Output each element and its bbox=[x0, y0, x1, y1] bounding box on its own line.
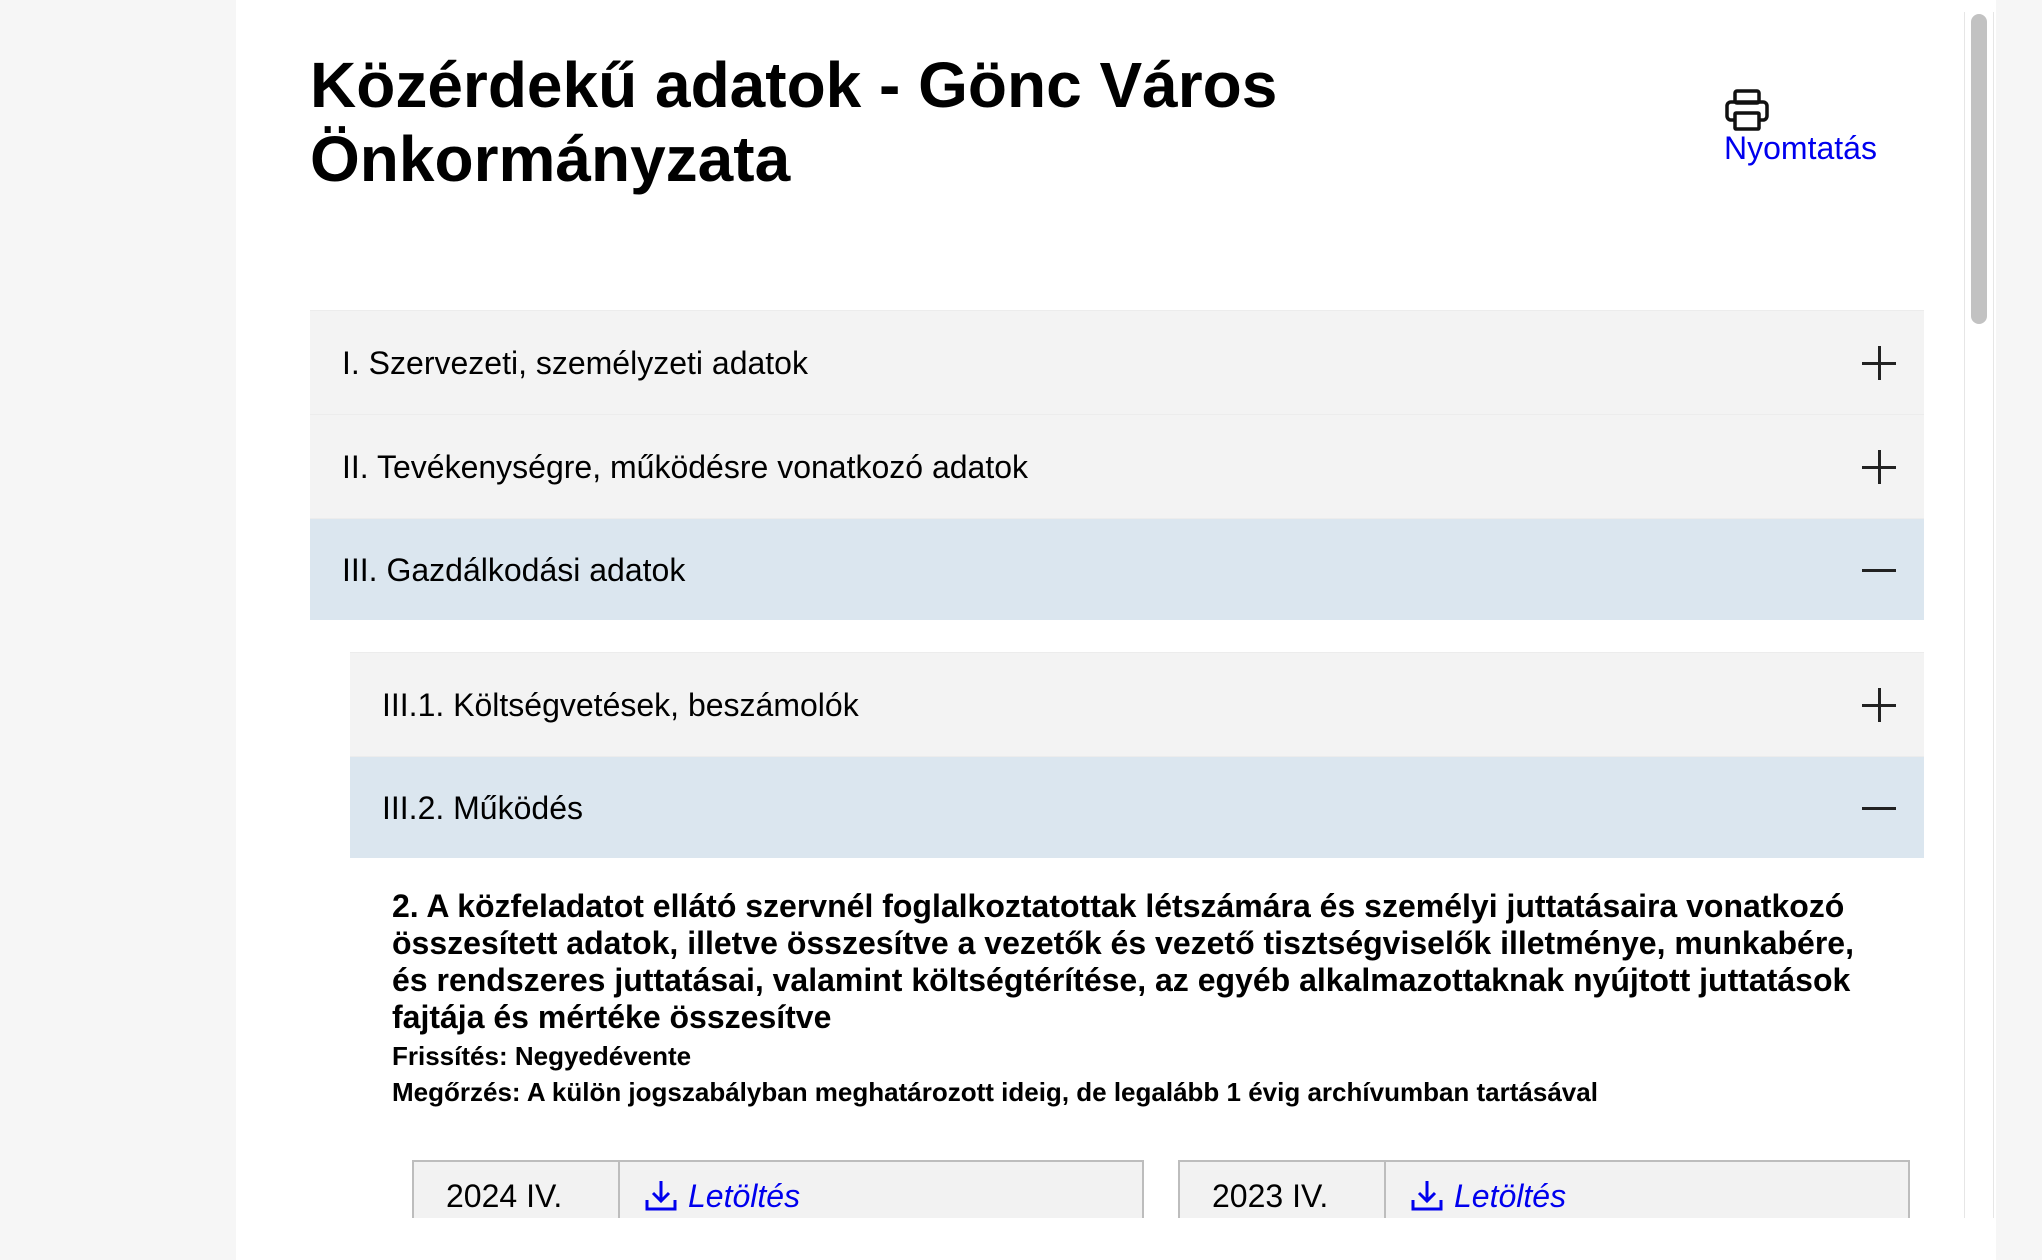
accordion-label: III.1. Költségvetések, beszámolók bbox=[382, 687, 859, 723]
accordion-item-organizational-data[interactable] bbox=[310, 310, 1924, 414]
accordion-label: III.2. Működés bbox=[382, 790, 583, 826]
print-label: Nyomtatás bbox=[1724, 130, 1877, 166]
file-period: 2024 IV. bbox=[414, 1162, 620, 1218]
file-period: 2023 IV. bbox=[1180, 1162, 1386, 1218]
section-heading: 2. A közfeladatot ellátó szervnél foglalkoztatottak létszámára és személyi juttatásaira vonatkozó összesített adatok, illetve összesítve a vezetők és vezető tisztségviselők illetménye, munkabére, és rendszeres juttatásai, valamint költségtérítése, az egyéb alkalmazottaknak nyújtott juttatások fajtája és mértéke összesítve bbox=[392, 888, 1854, 1035]
accordion-item-budgets-reports[interactable] bbox=[350, 652, 1924, 756]
plus-icon[interactable] bbox=[1862, 346, 1896, 380]
accordion-item-operation[interactable] bbox=[350, 756, 1924, 858]
download-label: Letöltés bbox=[688, 1178, 801, 1214]
download-icon bbox=[644, 1178, 678, 1212]
download-icon bbox=[1410, 1178, 1444, 1212]
accordion-label: III. Gazdálkodási adatok bbox=[342, 552, 686, 588]
download-label: Letöltés bbox=[1454, 1178, 1567, 1214]
retention-period: Megőrzés: A külön jogszabályban meghatározott ideig, de legalább 1 évig archívumban tartásával bbox=[392, 1077, 1598, 1107]
plus-icon[interactable] bbox=[1862, 450, 1896, 484]
minus-icon[interactable] bbox=[1862, 553, 1896, 587]
update-frequency: Frissítés: Negyedévente bbox=[392, 1041, 692, 1071]
viewport-bottom-strip bbox=[236, 1218, 1996, 1260]
accordion-label: II. Tevékenységre, működésre vonatkozó adatok bbox=[342, 449, 1029, 485]
scrollbar-thumb[interactable] bbox=[1971, 14, 1987, 324]
file-table-row bbox=[412, 1160, 1144, 1218]
page-title: Közérdekű adatok - Gönc Város Önkormányzata bbox=[310, 49, 1278, 195]
accordion-item-financial-data[interactable] bbox=[310, 518, 1924, 620]
accordion-label: I. Szervezeti, személyzeti adatok bbox=[342, 345, 808, 381]
vertical-scrollbar[interactable] bbox=[1964, 12, 1994, 1218]
minus-icon[interactable] bbox=[1862, 791, 1896, 825]
main-content-panel bbox=[236, 0, 1996, 1218]
printer-icon bbox=[1724, 88, 1770, 132]
file-table-row bbox=[1178, 1160, 1910, 1218]
print-button[interactable] bbox=[1724, 88, 1894, 168]
plus-icon[interactable] bbox=[1862, 688, 1896, 722]
accordion-item-activity-data[interactable] bbox=[310, 414, 1924, 518]
